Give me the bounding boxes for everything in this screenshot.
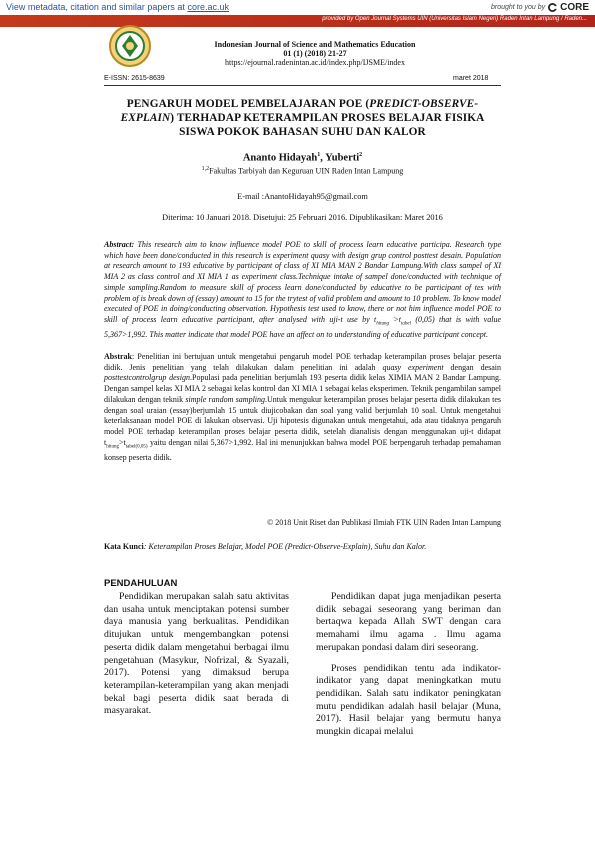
author-2: Yuberti	[325, 152, 360, 164]
paragraph: Proses pendidikan tentu ada indikator-indikator yang dapat meningkatkan mutu pendidikan. Salah satu indikator peningkatan mutu pendidikan adalah hasil belajar (Muna, 2017). Hasil belajar yang bermutu hanya mungkin dicapai melalui	[316, 662, 501, 738]
paper-title: PENGARUH MODEL PEMBELAJARAN POE (PREDICT-OBSERVE-EXPLAIN) TERHADAP KETERAMPILAN PROSES BELAJAR FISIKA SISWA POKOK BAHASAN SUHU DAN KALOR	[120, 98, 485, 138]
university-seal-icon	[108, 24, 152, 68]
abstract-english: Abstract: This research aim to know influence model POE to skill of process learn educative participa. Research type which have been done/conducted in this research is experiment quasy with design grup control posttest desain. Population at research amount to 193 educative by participant of class of XI MIA MAN 2 Bandar Lampung.With class sampel of XI MIA 2 as class control and XI MIA 1 as experiment class.Technique intake of sampel done/conducted with technique of simple sampling.Random to measure skill of process learn done/conducted by educative to be participant of tes with problem of is break down of (essay) amount to 15 for the trytest of valid problem and amount to 10 problem. To know model executed of POE in doing/conducting observation. Hypothesis test used to know, there or not him influence model POE to skill of process learn educative participant, after analysed with uji-t use by $t_{hitung} >t_{tabel}$ (0,05) that is with value 5,367>1,992. This matter indicate that model POE have an affect on to understanding of educative participant concept.	[104, 240, 502, 340]
journal-name: Indonesian Journal of Science and Mathematics Education	[214, 40, 416, 49]
affiliation: $^{1,2}$Fakultas Tarbiyah dan Keguruan UIN Raden Intan Lampung	[201, 166, 404, 176]
journal-url[interactable]: https://ejournal.radenintan.ac.id/index.php/IJSME/index	[225, 58, 405, 67]
publication-month: maret 2018	[453, 75, 489, 82]
body-column-left	[104, 591, 289, 718]
section-heading: PENDAHULUAN	[104, 578, 178, 589]
author-1: Ananto Hidayah	[242, 152, 318, 164]
paragraph: Pendidikan merupakan salah satu aktivitas dan usaha untuk menciptakan potensi sumber daya manusia yang berkualitas. Pendidikan ditujukan untuk mengembangkan potensi peserta didik dalam mengetahui berbagai ilmu pengetahuan (Masykur, Nofrizal, & Syazali, 2017). Potensi yang dimaksud berupa keterampilan-keterampilan yang akan menjadi bekal bagi peserta didik saat berada di masyarakat.	[104, 591, 289, 717]
journal-volume: 01 (1) (2018) 21-27	[283, 49, 347, 58]
core-logo-text: CORE	[560, 2, 589, 13]
body-column-right	[316, 591, 501, 739]
core-metadata-text: View metadata, citation and similar papers at core.ac.uk	[6, 2, 229, 12]
core-brought-by[interactable]: brought to you by CORE	[491, 2, 589, 13]
core-banner	[0, 0, 595, 28]
core-link[interactable]: core.ac.uk	[187, 2, 229, 12]
keywords: Kata Kunci: Keterampilan Proses Belajar, Model POE (Predict-Observe-Explain), Suhu dan Kalor.	[104, 542, 427, 551]
copyright: © 2018 Unit Riset dan Publikasi Ilmiah FTK UIN Raden Intan Lampung	[267, 518, 501, 527]
authors: Ananto Hidayah$^1$, Yuberti$^2$	[242, 152, 363, 164]
provider-text[interactable]: provided by Open Journal Systems UIN (Universitas Islam Negeri) Raden Intan Lampung / Raden...	[322, 16, 587, 22]
issn: E-ISSN: 2615-8639	[104, 75, 165, 82]
author-email: E-mail :AnantoHidayah95@gmail.com	[237, 192, 368, 201]
abstract-indonesian: Abstrak: Penelitian ini bertujuan untuk mengetahui pengaruh model POE terhadap keterampilan proses belajar peserta didik. Jenis penelitian yang telah dilakukan dalam penelitian ini adalah quasy experiment dengan desain posttestcontrolgrup design.Populasi pada penelitian berjumlah 193 peserta didik kelas XIMIA MAN 2 Bandar Lampung. Dengan sampel kelas XI MIA 2 sebagai kelas kontrol dan XI MIA 1 sebagai kelas eksperimen. Teknik pengambilan sampel dilakukan dengan teknik simple random sampling.Untuk mengukur keterampilan proses belajar peserta didik dilakukan tes dengan soal uraian (essay)berjumlah 15 untuk diujicobakan dan soal yang valid berjumlah 10 soal. Untuk mengetahui keterlaksanaan model POE di lakukan observasi. Uji hipotesis digunakan untuk mengetahui, ada atau tidaknya pengaruh model POE terhadap keterampilan proses belajar peserta didik, setelah dianalisis dengan menggunakan uji-t didapat $t_{hitung}>t_{tabel(0,05)}$ yaitu dengan nilai 5,367>1,992. Hal ini menunjukkan bahwa model POE berpengaruh terhadap pemahaman konsep peserta didik.	[104, 352, 502, 462]
publication-dates: Diterima: 10 Januari 2018. Disetujui: 25 Februari 2016. Dipublikasikan: Maret 2016	[162, 213, 443, 222]
header-divider	[104, 85, 501, 86]
paragraph: Pendidikan dapat juga menjadikan peserta didik sebagai seseorang yang beriman dan bertaqwa kepada Allah SWT dengan cara memahami ilmu agama . Ilmu agama merupakan pondasi dalam diri seseorang.	[316, 591, 501, 653]
core-logo-icon	[548, 3, 557, 12]
